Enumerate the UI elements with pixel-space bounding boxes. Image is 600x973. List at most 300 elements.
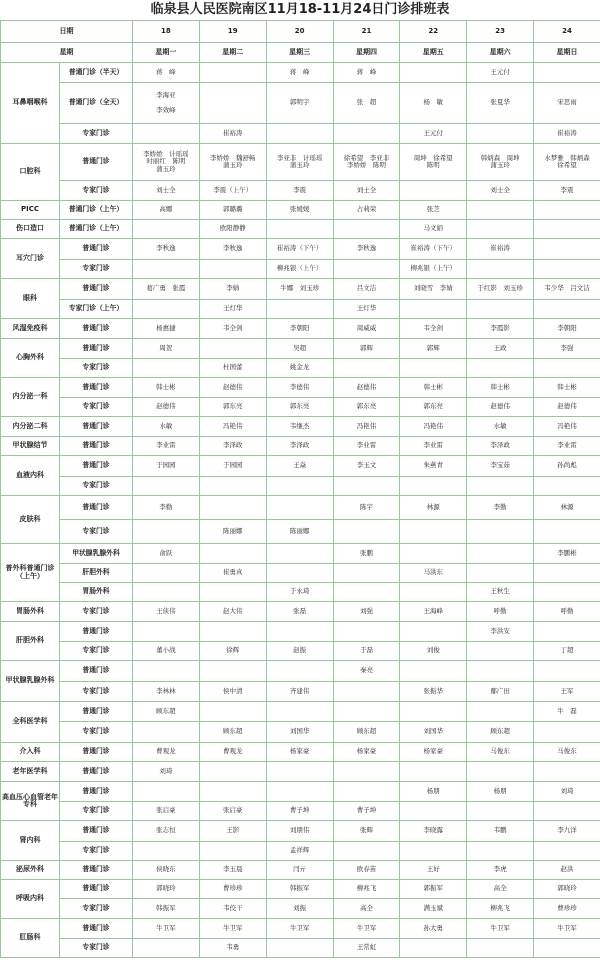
header-weekday: 星期五: [400, 43, 467, 63]
schedule-cell: 韦佼干: [199, 899, 266, 919]
clinic-type-cell: 普通门诊: [60, 762, 133, 782]
table-row: [1, 520, 600, 544]
schedule-cell: 杨 敏: [400, 83, 467, 124]
schedule-cell: 柳兆飞: [333, 880, 400, 899]
schedule-cell: 刘琦: [534, 782, 600, 802]
schedule-cell: 牛 磊: [534, 702, 600, 722]
schedule-cell: 陈丽娜: [199, 520, 266, 544]
schedule-cell: [133, 124, 200, 144]
clinic-type-cell: 专家门诊: [60, 602, 133, 622]
dept-cell: 呼吸内科: [1, 880, 60, 919]
schedule-cell: [266, 939, 333, 958]
schedule-cell: 柳兆飞: [467, 899, 534, 919]
schedule-table: [0, 20, 600, 958]
schedule-cell: 赵德伟: [133, 398, 200, 417]
schedule-cell: 刘强: [333, 602, 400, 622]
schedule-cell: 赵德伟: [199, 378, 266, 398]
schedule-cell: 朱燕青: [400, 456, 467, 477]
schedule-cell: 呼勤: [467, 602, 534, 622]
schedule-cell: 赵大伟: [199, 602, 266, 622]
schedule-cell: [534, 722, 600, 743]
header-date: 23: [467, 21, 534, 43]
clinic-type-cell: 专家门诊: [60, 124, 133, 144]
table-row: [1, 802, 600, 821]
table-row: [1, 220, 600, 239]
schedule-cell: 李朝阳: [534, 319, 600, 339]
schedule-cell: 林源: [534, 496, 600, 520]
table-row: [1, 702, 600, 722]
schedule-cell: 李业雷: [333, 437, 400, 456]
schedule-cell: 侯晓东: [133, 861, 200, 880]
schedule-cell: [467, 520, 534, 544]
schedule-cell: 孙尚彪: [534, 456, 600, 477]
table-row: [1, 378, 600, 398]
schedule-cell: 郭东亮: [333, 398, 400, 417]
clinic-type-cell: 普通门诊: [60, 880, 133, 899]
schedule-cell: 刘国华: [400, 722, 467, 743]
table-row: [1, 762, 600, 782]
schedule-cell: 曹珍珍: [534, 899, 600, 919]
clinic-type-cell: 专家门诊: [60, 359, 133, 378]
clinic-type-cell: 普通门诊（半天）: [60, 63, 133, 83]
schedule-cell: 王灯华: [199, 300, 266, 319]
header-row-weekdays: [1, 43, 600, 63]
schedule-cell: 曹子坤: [266, 802, 333, 821]
table-row: [1, 319, 600, 339]
schedule-cell: 吴超: [266, 339, 333, 359]
clinic-type-cell: 普通门诊: [60, 861, 133, 880]
schedule-cell: [199, 496, 266, 520]
schedule-cell: 李秋逸: [199, 239, 266, 260]
schedule-cell: 李震（上午）: [199, 181, 266, 201]
schedule-cell: [133, 220, 200, 239]
schedule-cell: 王政: [467, 339, 534, 359]
schedule-cell: 刘俊: [400, 642, 467, 661]
schedule-cell: [467, 842, 534, 861]
schedule-cell: [467, 544, 534, 564]
schedule-cell: 崔勇真: [199, 564, 266, 583]
schedule-cell: 蒋 峰: [333, 63, 400, 83]
schedule-cell: 于园园: [199, 456, 266, 477]
header-weekday: 星期三: [266, 43, 333, 63]
schedule-cell: [266, 762, 333, 782]
schedule-cell: [333, 782, 400, 802]
schedule-cell: 张 超: [333, 83, 400, 124]
schedule-cell: 王海峰: [400, 602, 467, 622]
clinic-type-cell: 专家门诊: [60, 398, 133, 417]
schedule-cell: [133, 520, 200, 544]
schedule-cell: 郭璐璐: [199, 201, 266, 220]
schedule-cell: 董小战: [133, 642, 200, 661]
schedule-cell: 张启豪: [133, 802, 200, 821]
schedule-cell: [333, 583, 400, 602]
schedule-cell: [534, 359, 600, 378]
table-row: [1, 279, 600, 300]
schedule-cell: 欧阳静静: [199, 220, 266, 239]
schedule-cell: 周坤 徐希望 陈明: [400, 144, 467, 181]
schedule-cell: [467, 661, 534, 682]
clinic-type-cell: 普通门诊: [60, 919, 133, 939]
table-row: [1, 919, 600, 939]
header-date-label: 日期: [1, 21, 133, 43]
schedule-cell: 马俊东: [467, 743, 534, 762]
schedule-cell: [333, 124, 400, 144]
clinic-type-cell: 普通门诊（全天）: [60, 83, 133, 124]
schedule-cell: 牛卫军: [333, 919, 400, 939]
schedule-cell: 王好: [400, 861, 467, 880]
table-row: [1, 821, 600, 842]
schedule-cell: 高全: [333, 899, 400, 919]
schedule-cell: 李娇娇 计瑶瑶 时丽红 陈明 蒲玉玲: [133, 144, 200, 181]
header-weekday: 星期一: [133, 43, 200, 63]
table-row: [1, 544, 600, 564]
schedule-cell: 曹珍珍: [199, 880, 266, 899]
schedule-cell: [199, 83, 266, 124]
clinic-type-cell: 专家门诊: [60, 899, 133, 919]
schedule-cell: 蒋 峰: [266, 63, 333, 83]
schedule-cell: 高全: [467, 880, 534, 899]
schedule-cell: [534, 622, 600, 642]
schedule-cell: [199, 260, 266, 279]
schedule-cell: [199, 339, 266, 359]
table-row: [1, 939, 600, 958]
table-row: [1, 682, 600, 702]
schedule-cell: 郭振军: [400, 880, 467, 899]
schedule-cell: [400, 583, 467, 602]
dept-cell: 耳穴门诊: [1, 239, 60, 279]
schedule-cell: 王元付: [467, 63, 534, 83]
schedule-cell: [534, 842, 600, 861]
dept-cell: 皮肤科: [1, 496, 60, 544]
schedule-cell: 牛娜 刘玉珍: [266, 279, 333, 300]
table-row: [1, 239, 600, 260]
schedule-cell: [333, 702, 400, 722]
table-row: [1, 583, 600, 602]
schedule-cell: [199, 762, 266, 782]
schedule-cell: 刘朋伟: [266, 821, 333, 842]
schedule-cell: [133, 564, 200, 583]
schedule-cell: [199, 702, 266, 722]
dept-cell: 泌尿外科: [1, 861, 60, 880]
table-row: [1, 124, 600, 144]
table-row: [1, 880, 600, 899]
schedule-cell: [266, 300, 333, 319]
schedule-cell: 郭东亮: [199, 398, 266, 417]
schedule-cell: 李娇娇 魏舒畅 蒲玉玲: [199, 144, 266, 181]
dept-cell: 血液内科: [1, 456, 60, 496]
schedule-cell: 韦少华 吕文洁: [534, 279, 600, 300]
header-weekday: 星期四: [333, 43, 400, 63]
schedule-cell: [534, 220, 600, 239]
schedule-cell: 王侠伟: [133, 602, 200, 622]
schedule-cell: [199, 544, 266, 564]
schedule-cell: 张夏华: [467, 83, 534, 124]
clinic-type-cell: 专家门诊: [60, 520, 133, 544]
schedule-cell: [400, 544, 467, 564]
schedule-cell: [266, 782, 333, 802]
schedule-cell: 李业雷: [534, 437, 600, 456]
schedule-cell: [133, 842, 200, 861]
schedule-cell: [534, 802, 600, 821]
schedule-cell: [467, 477, 534, 496]
schedule-cell: 宋思雨: [534, 83, 600, 124]
schedule-cell: 刘士全: [467, 181, 534, 201]
schedule-cell: 吕文洁: [333, 279, 400, 300]
table-row: [1, 477, 600, 496]
schedule-cell: 李秋逸: [133, 239, 200, 260]
schedule-cell: 李震: [266, 181, 333, 201]
schedule-cell: 韩振军: [266, 880, 333, 899]
table-row: [1, 722, 600, 743]
schedule-cell: [133, 300, 200, 319]
clinic-type-cell: 普通门诊: [60, 661, 133, 682]
header-weekday: 星期六: [467, 43, 534, 63]
schedule-cell: [199, 622, 266, 642]
clinic-type-cell: 专家门诊: [60, 939, 133, 958]
schedule-cell: 葛广勇 张霞: [133, 279, 200, 300]
header-date: 22: [400, 21, 467, 43]
schedule-cell: 徐辉: [199, 642, 266, 661]
schedule-cell: [333, 842, 400, 861]
schedule-cell: 呼勤: [534, 602, 600, 622]
schedule-cell: [400, 762, 467, 782]
schedule-cell: [400, 622, 467, 642]
dept-cell: 心胸外科: [1, 339, 60, 378]
schedule-cell: [266, 661, 333, 682]
schedule-cell: [266, 220, 333, 239]
schedule-cell: 林源: [400, 496, 467, 520]
clinic-type-cell: 普通门诊: [60, 782, 133, 802]
dept-cell: 肾内科: [1, 821, 60, 861]
header-weekday-label: 星期: [1, 43, 133, 63]
schedule-cell: [199, 63, 266, 83]
dept-cell: 普外科普通门诊（上午）: [1, 544, 60, 602]
schedule-cell: [467, 201, 534, 220]
schedule-cell: 刘士全: [133, 181, 200, 201]
clinic-type-cell: 专家门诊: [60, 181, 133, 201]
dept-cell: 伤口造口: [1, 220, 60, 239]
schedule-cell: 冯艳伟: [534, 417, 600, 437]
schedule-cell: 杜国蕾: [199, 359, 266, 378]
table-row: [1, 899, 600, 919]
table-row: [1, 782, 600, 802]
clinic-type-cell: 普通门诊: [60, 821, 133, 842]
table-row: [1, 359, 600, 378]
clinic-type-cell: 普通门诊（上午）: [60, 201, 133, 220]
schedule-cell: [133, 477, 200, 496]
schedule-cell: 李玉文: [333, 456, 400, 477]
schedule-cell: [534, 939, 600, 958]
clinic-type-cell: 胃肠外科: [60, 583, 133, 602]
schedule-cell: 韩振军: [133, 899, 200, 919]
schedule-cell: 李震: [534, 181, 600, 201]
schedule-cell: [133, 583, 200, 602]
schedule-cell: [133, 939, 200, 958]
schedule-cell: 孙大勇: [400, 919, 467, 939]
table-row: [1, 661, 600, 682]
schedule-cell: [400, 661, 467, 682]
schedule-cell: [333, 220, 400, 239]
schedule-cell: 水梦雅 韩炳森 徐希望: [534, 144, 600, 181]
table-row: [1, 398, 600, 417]
schedule-cell: 李海亚 李效峰: [133, 83, 200, 124]
clinic-type-cell: 普通门诊: [60, 144, 133, 181]
clinic-type-cell: 专家门诊: [60, 802, 133, 821]
schedule-cell: 赵洪: [534, 861, 600, 880]
schedule-cell: [266, 622, 333, 642]
header-weekday: 星期二: [199, 43, 266, 63]
schedule-cell: [400, 181, 467, 201]
schedule-cell: [333, 520, 400, 544]
dept-cell: 肛肠科: [1, 919, 60, 958]
schedule-cell: 顾东超: [199, 722, 266, 743]
schedule-cell: 张启豪: [199, 802, 266, 821]
schedule-cell: [534, 260, 600, 279]
schedule-cell: [333, 359, 400, 378]
schedule-cell: 王影: [199, 821, 266, 842]
schedule-cell: 韦鹏: [467, 821, 534, 842]
schedule-cell: [467, 359, 534, 378]
schedule-cell: 冯艳伟: [333, 417, 400, 437]
table-row: [1, 181, 600, 201]
header-date: 18: [133, 21, 200, 43]
schedule-cell: [199, 842, 266, 861]
schedule-cell: 李德伟: [266, 378, 333, 398]
schedule-cell: [534, 63, 600, 83]
clinic-type-cell: 专家门诊（上午）: [60, 300, 133, 319]
clinic-type-cell: 普通门诊: [60, 456, 133, 477]
schedule-cell: [467, 939, 534, 958]
clinic-type-cell: 普通门诊: [60, 622, 133, 642]
clinic-type-cell: 专家门诊: [60, 477, 133, 496]
schedule-cell: [467, 300, 534, 319]
schedule-cell: [467, 220, 534, 239]
schedule-cell: 韩炳森 周坤 蒲玉玲: [467, 144, 534, 181]
schedule-cell: 鄢广田: [467, 682, 534, 702]
schedule-cell: 高娜: [133, 201, 200, 220]
schedule-cell: 韦全剑: [199, 319, 266, 339]
schedule-cell: 李业雷: [133, 437, 200, 456]
schedule-cell: [333, 564, 400, 583]
table-row: [1, 456, 600, 477]
schedule-cell: 闫亓: [266, 861, 333, 880]
header-row-dates: [1, 21, 600, 43]
schedule-cell: 齐建伟: [266, 682, 333, 702]
clinic-type-cell: 专家门诊: [60, 642, 133, 661]
dept-cell: 全科医学科: [1, 702, 60, 743]
schedule-cell: [400, 802, 467, 821]
schedule-cell: 李业雷: [400, 437, 467, 456]
schedule-cell: [400, 477, 467, 496]
table-row: [1, 339, 600, 359]
header-date: 24: [534, 21, 600, 43]
schedule-cell: 水敏: [467, 417, 534, 437]
schedule-cell: 韩士彬: [400, 378, 467, 398]
dept-cell: 胃肠外科: [1, 602, 60, 622]
schedule-cell: 李虎: [467, 861, 534, 880]
schedule-cell: 李婧: [199, 279, 266, 300]
header-weekday: 星期日: [534, 43, 600, 63]
schedule-cell: 郭辉: [333, 339, 400, 359]
schedule-cell: 李亚非 计瑶瑶 蒲玉玲: [266, 144, 333, 181]
schedule-cell: 占莉荣: [333, 201, 400, 220]
clinic-type-cell: 普通门诊: [60, 702, 133, 722]
schedule-cell: [199, 477, 266, 496]
schedule-cell: 李勤: [133, 496, 200, 520]
schedule-cell: 杨家豪: [400, 743, 467, 762]
schedule-cell: 马洪东: [400, 564, 467, 583]
dept-cell: 甲状腺乳腺外科: [1, 661, 60, 702]
schedule-cell: 赵德伟: [467, 398, 534, 417]
schedule-cell: [266, 702, 333, 722]
schedule-cell: [266, 477, 333, 496]
schedule-cell: 刘国华: [266, 722, 333, 743]
clinic-type-cell: 肝胆外科: [60, 564, 133, 583]
schedule-cell: 王秋生: [467, 583, 534, 602]
dept-cell: 高血压心血管老年专科: [1, 782, 60, 821]
schedule-cell: [467, 762, 534, 782]
schedule-cell: 周威威: [333, 319, 400, 339]
schedule-cell: 张志恒: [133, 821, 200, 842]
schedule-cell: [534, 520, 600, 544]
dept-cell: 内分泌一科: [1, 378, 60, 417]
schedule-cell: 李洪安: [467, 622, 534, 642]
schedule-cell: [266, 564, 333, 583]
header-date: 19: [199, 21, 266, 43]
schedule-cell: 刘琦: [133, 762, 200, 782]
schedule-cell: 曹观龙: [199, 743, 266, 762]
schedule-cell: 李林林: [133, 682, 200, 702]
schedule-cell: [133, 260, 200, 279]
clinic-type-cell: 普通门诊: [60, 743, 133, 762]
table-row: [1, 622, 600, 642]
schedule-cell: 王常虹: [333, 939, 400, 958]
schedule-cell: 崔裕涛: [467, 239, 534, 260]
schedule-cell: 崔裕涛: [199, 124, 266, 144]
clinic-type-cell: 普通门诊: [60, 279, 133, 300]
schedule-cell: [534, 564, 600, 583]
schedule-cell: [266, 496, 333, 520]
dept-cell: 口腔科: [1, 144, 60, 201]
clinic-type-cell: 专家门诊: [60, 260, 133, 279]
clinic-type-cell: 普通门诊（上午）: [60, 220, 133, 239]
schedule-cell: [467, 564, 534, 583]
schedule-cell: 赵德伟: [534, 398, 600, 417]
clinic-type-cell: 普通门诊: [60, 239, 133, 260]
schedule-cell: 于红影 刘玉珍: [467, 279, 534, 300]
dept-cell: 肝胆外科: [1, 622, 60, 661]
schedule-cell: [199, 661, 266, 682]
schedule-cell: [266, 124, 333, 144]
schedule-cell: 牛卫军: [534, 919, 600, 939]
schedule-cell: 杨家豪: [333, 743, 400, 762]
schedule-cell: 张辉: [333, 821, 400, 842]
schedule-cell: 刘晓雪 李婧: [400, 279, 467, 300]
schedule-cell: 丁超: [534, 642, 600, 661]
schedule-cell: [400, 520, 467, 544]
schedule-cell: 张媛媛: [266, 201, 333, 220]
schedule-cell: 李泽政: [199, 437, 266, 456]
schedule-cell: 杨惠捷: [133, 319, 200, 339]
dept-cell: 眼科: [1, 279, 60, 319]
schedule-cell: 李秋逸: [333, 239, 400, 260]
schedule-cell: 李强: [534, 339, 600, 359]
table-row: [1, 83, 600, 124]
schedule-cell: 牛卫军: [133, 919, 200, 939]
schedule-cell: [534, 300, 600, 319]
schedule-cell: [467, 702, 534, 722]
table-row: [1, 564, 600, 583]
